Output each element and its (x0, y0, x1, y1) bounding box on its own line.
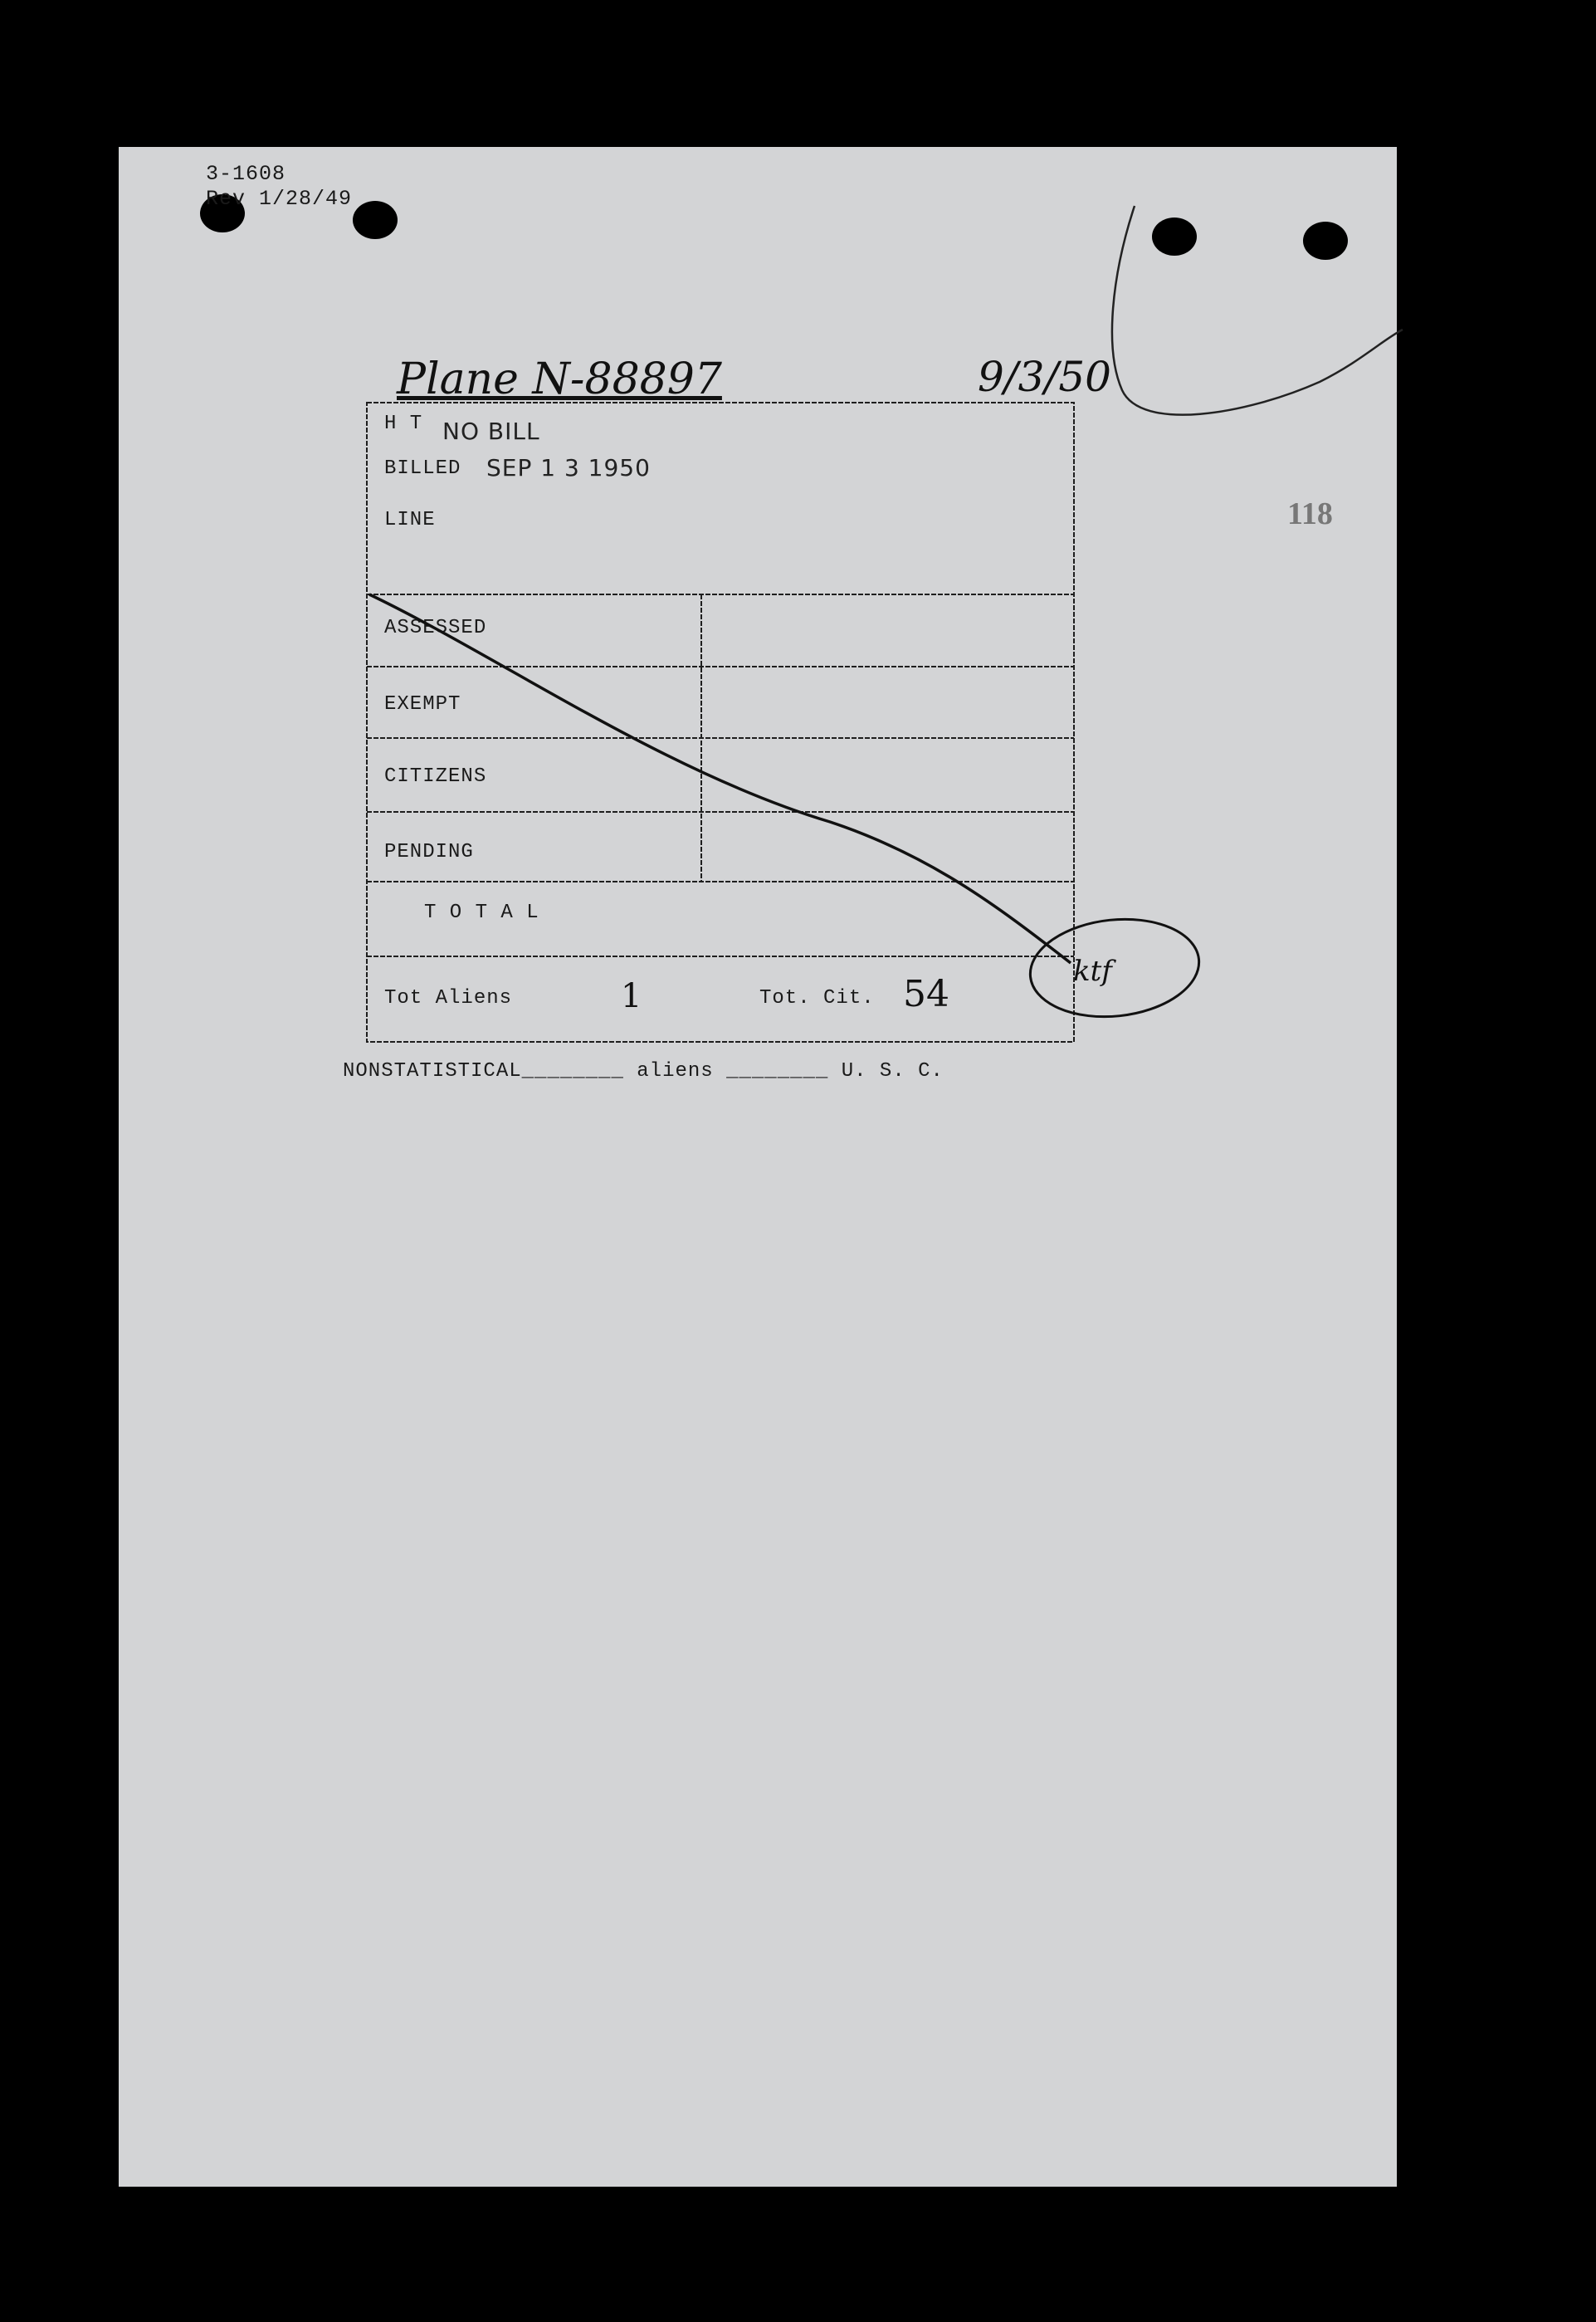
row-label-pending: PENDING (384, 841, 474, 863)
line-label: LINE (384, 509, 436, 531)
nonstatistical-label: NONSTATISTICAL (343, 1060, 522, 1083)
blank-field: ________ (726, 1060, 829, 1083)
initials: ktf (1073, 955, 1112, 988)
blank-field: ________ (521, 1060, 624, 1083)
row-label-assessed: ASSESSED (384, 617, 487, 639)
tot-cit-label: Tot. Cit. (759, 987, 875, 1009)
page-number: 118 (1287, 496, 1333, 531)
cancel-stroke (369, 594, 1071, 963)
row-label-exempt: EXEMPT (384, 693, 461, 716)
tot-aliens-label: Tot Aliens (384, 987, 513, 1009)
usc-label: U. S. C. (841, 1060, 944, 1083)
tot-aliens-value: 1 (621, 977, 642, 1015)
ht-label: H T (384, 413, 423, 435)
billed-date-stamp: SEP 1 3 1950 (486, 454, 651, 482)
billed-label: BILLED (384, 457, 461, 480)
total-label: T O T A L (424, 902, 539, 924)
initials-circle (1025, 912, 1203, 1025)
tot-cit-value: 54 (903, 973, 949, 1015)
no-bill-stamp: NO BILL (442, 418, 540, 445)
aliens-label: aliens (637, 1060, 714, 1083)
row-label-citizens: CITIZENS (384, 765, 487, 788)
form-code: 3-1608 (206, 162, 286, 186)
handwritten-date: 9/3/50 (978, 353, 1111, 401)
margin-stroke (1112, 206, 1403, 415)
form-revision: Rev 1/28/49 (206, 187, 353, 211)
plane-number: Plane N-88897 (397, 354, 722, 404)
